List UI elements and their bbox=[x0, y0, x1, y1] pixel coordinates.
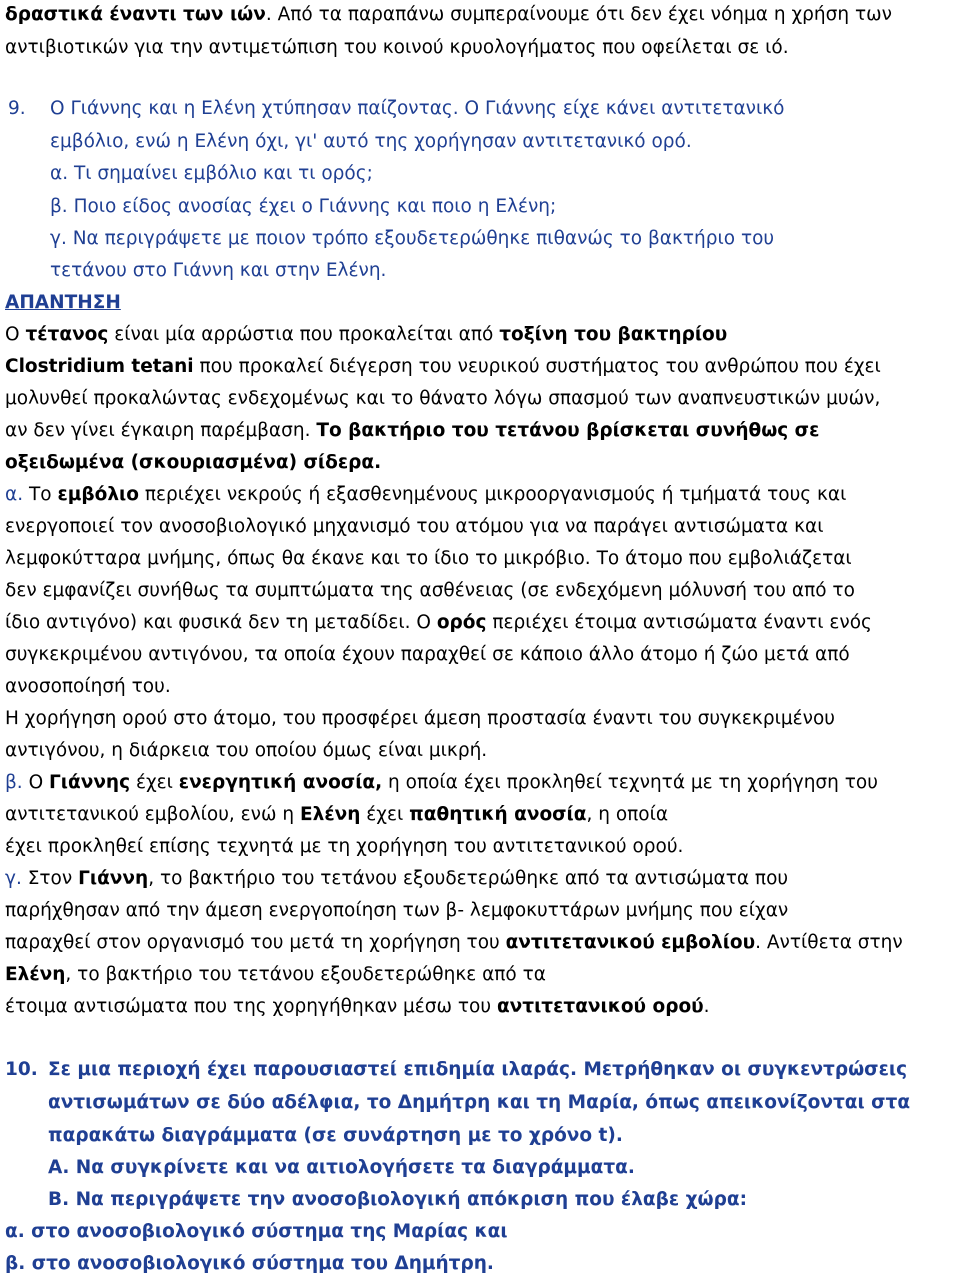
q10-line-1: Σε μια περιοχή έχει παρουσιαστεί επιδημία ιλαράς. Μετρήθηκαν οι συγκεντρώσεις bbox=[48, 1059, 908, 1080]
term-passive-immunity: παθητική ανοσία bbox=[409, 804, 587, 825]
answer-b-line-3: έχει προκληθεί επίσης τεχνητά με τη χορήγηση του αντιτετανικού ορού. bbox=[5, 836, 684, 857]
term-antitetanus-vaccine: αντιτετανικού εμβολίου bbox=[505, 932, 756, 953]
answer-c-line-2: παρήχθησαν από την άμεση ενεργοποίηση των β- λεμφοκυττάρων μνήμης που είχαν bbox=[5, 900, 789, 921]
q10-number: 10. bbox=[5, 1059, 38, 1080]
answer-a-line-8: Η χορήγηση ορού στο άτομο, του προσφέρει άμεση προστασία έναντι του συγκεκριμένου bbox=[5, 708, 835, 729]
answer-a-line-3: λεμφοκύτταρα μνήμης, όπως θα έκανε και το ίδιο το μικρόβιο. Το άτομο που εμβολιάζεται bbox=[5, 548, 852, 569]
text: . Αντίθετα στην bbox=[755, 932, 903, 953]
text: έχει bbox=[130, 772, 179, 793]
q9-line-1: Ο Γιάννης και η Ελένη χτύπησαν παίζοντας. Ο Γιάννης είχε κάνει αντιτετανικό bbox=[50, 98, 785, 119]
answer-c-mark: γ. bbox=[5, 868, 22, 889]
bold-text: Το βακτήριο του τετάνου βρίσκεται συνήθως σε bbox=[316, 420, 820, 441]
answer-p1-line-5: οξειδωμένα (σκουριασμένα) σίδερα. bbox=[5, 452, 382, 473]
term-clostridium: Clostridium tetani bbox=[5, 356, 194, 377]
answer-a-line-2: ενεργοποιεί τον ανοσοβιολογικό μηχανισμό του ατόμου για να παράγει αντισώματα και bbox=[5, 516, 824, 537]
answer-b-line-2 bbox=[5, 806, 668, 825]
answer-a-line-9: αντιγόνου, η διάρκεια του οποίου όμως είναι μικρή. bbox=[5, 740, 488, 761]
q9-line-2: εμβόλιο, ενώ η Ελένη όχι, γι' αυτό της χορήγησαν αντιτετανικό ορό. bbox=[50, 131, 692, 152]
text: παραχθεί στον οργανισμό του μετά τη χορήγηση του bbox=[5, 932, 506, 953]
q10-sub-b: β. στο ανοσοβιολογικό σύστημα του Δημήτρη. bbox=[5, 1253, 494, 1274]
q9-number: 9. bbox=[8, 98, 26, 119]
text: περιέχει νεκρούς ή εξασθενημένους μικροοργανισμούς ή τμήματά τους και bbox=[138, 484, 847, 505]
text: περιέχει έτοιμα αντισώματα έναντι ενός bbox=[486, 612, 872, 633]
text: η οποία έχει προκληθεί τεχνητά με τη χορήγηση του bbox=[382, 772, 878, 793]
text: Το bbox=[23, 484, 58, 505]
text: έτοιμα αντισώματα που της χορηγήθηκαν μέσω του bbox=[5, 996, 497, 1017]
term-serum: ορός bbox=[436, 612, 487, 633]
text: , το βακτήριο του τετάνου εξουδετερώθηκε από τα bbox=[65, 964, 546, 985]
answer-a-line-7: ανοσοποίησή του. bbox=[5, 676, 171, 697]
answer-c-line-5 bbox=[5, 998, 710, 1017]
q9-sub-b: β. Ποιο είδος ανοσίας έχει ο Γιάννης και ποιο η Ελένη; bbox=[50, 196, 557, 217]
answer-p1-line-2 bbox=[5, 358, 881, 377]
term-eleni: Ελένη bbox=[5, 964, 66, 985]
intro-bold: δραστικά έναντι των ιών bbox=[5, 4, 266, 25]
intro-line-1 bbox=[5, 6, 892, 25]
text: , η οποία bbox=[586, 804, 669, 825]
answer-c-line-1 bbox=[5, 870, 788, 889]
answer-p1-line-4 bbox=[5, 422, 819, 441]
text: . bbox=[703, 996, 710, 1017]
term-toxin: τοξίνη του βακτηρίου bbox=[499, 324, 728, 345]
text: , το βακτήριο του τετάνου εξουδετερώθηκε από τα αντισώματα που bbox=[148, 868, 789, 889]
text: Ο bbox=[22, 772, 50, 793]
q10-line-3: παρακάτω διαγράμματα (σε συνάρτηση με το χρόνο t). bbox=[48, 1125, 623, 1146]
term-giannis: Γιάννης bbox=[49, 772, 131, 793]
q10-sub-B: Β. Να περιγράψετε την ανοσοβιολογική απόκριση που έλαβε χώρα: bbox=[48, 1189, 747, 1210]
text: που προκαλεί διέγερση του νευρικού συστήματος του ανθρώπου που έχει bbox=[193, 356, 881, 377]
text: είναι μία αρρώστια που προκαλείται από bbox=[108, 324, 500, 345]
answer-p1-line-1 bbox=[5, 326, 727, 345]
q10-line-2: αντισωμάτων σε δύο αδέλφια, το Δημήτρη και τη Μαρία, όπως απεικονίζονται στα bbox=[48, 1092, 911, 1113]
text: ίδιο αντιγόνο) και φυσικά δεν τη μεταδίδει. Ο bbox=[5, 612, 437, 633]
term-tetanus: τέτανος bbox=[25, 324, 109, 345]
text: έχει bbox=[360, 804, 410, 825]
q9-sub-c-2: τετάνου στο Γιάννη και στην Ελένη. bbox=[50, 260, 387, 281]
answer-a-line-6: συγκεκριμένου αντιγόνου, τα οποία έχουν παραχθεί σε κάποιο άλλο άτομο ή ζώο μετά από bbox=[5, 644, 850, 665]
answer-c-line-4 bbox=[5, 966, 546, 985]
answer-a-line-1 bbox=[5, 486, 846, 505]
term-antitetanus-serum: αντιτετανικού ορού bbox=[496, 996, 704, 1017]
answer-b-mark: β. bbox=[5, 772, 23, 793]
answer-b-line-1 bbox=[5, 774, 878, 793]
answer-c-line-3 bbox=[5, 934, 903, 953]
answer-p1-line-3: μολυνθεί προκαλώντας ενδεχομένως και το θάνατο λόγω σπασμού των αναπνευστικών μυών, bbox=[5, 388, 881, 409]
text: αντιτετανικού εμβολίου, ενώ η bbox=[5, 804, 300, 825]
answer-a-line-4: δεν εμφανίζει συνήθως τα συμπτώματα της ασθένειας (σε ενδεχόμενη μόλυνσή του από το bbox=[5, 580, 855, 601]
q9-sub-c-1: γ. Να περιγράψετε με ποιον τρόπο εξουδετερώθηκε πιθανώς το βακτήριο του bbox=[50, 228, 775, 249]
q10-sub-A: Α. Να συγκρίνετε και να αιτιολογήσετε τα διαγράμματα. bbox=[48, 1157, 635, 1178]
intro-rest: . Από τα παραπάνω συμπεραίνουμε ότι δεν έχει νόημα η χρήση των bbox=[265, 4, 892, 25]
text: Στον bbox=[21, 868, 79, 889]
term-eleni: Ελένη bbox=[300, 804, 361, 825]
term-active-immunity: ενεργητική ανοσία, bbox=[178, 772, 383, 793]
intro-line-2: αντιβιοτικών για την αντιμετώπιση του κοινού κρυολογήματος που οφείλεται σε ιό. bbox=[5, 37, 789, 58]
term-vaccine: εμβόλιο bbox=[57, 484, 139, 505]
text: Ο bbox=[5, 324, 26, 345]
answer-heading: ΑΠΑΝΤΗΣΗ bbox=[5, 292, 121, 313]
answer-a-line-5 bbox=[5, 614, 872, 633]
q9-sub-a: α. Τι σημαίνει εμβόλιο και τι ορός; bbox=[50, 163, 373, 184]
text: αν δεν γίνει έγκαιρη παρέμβαση. bbox=[5, 420, 317, 441]
term-giannis: Γιάννη bbox=[78, 868, 149, 889]
answer-a-mark: α. bbox=[5, 484, 24, 505]
q10-sub-a: α. στο ανοσοβιολογικό σύστημα της Μαρίας και bbox=[5, 1221, 508, 1242]
